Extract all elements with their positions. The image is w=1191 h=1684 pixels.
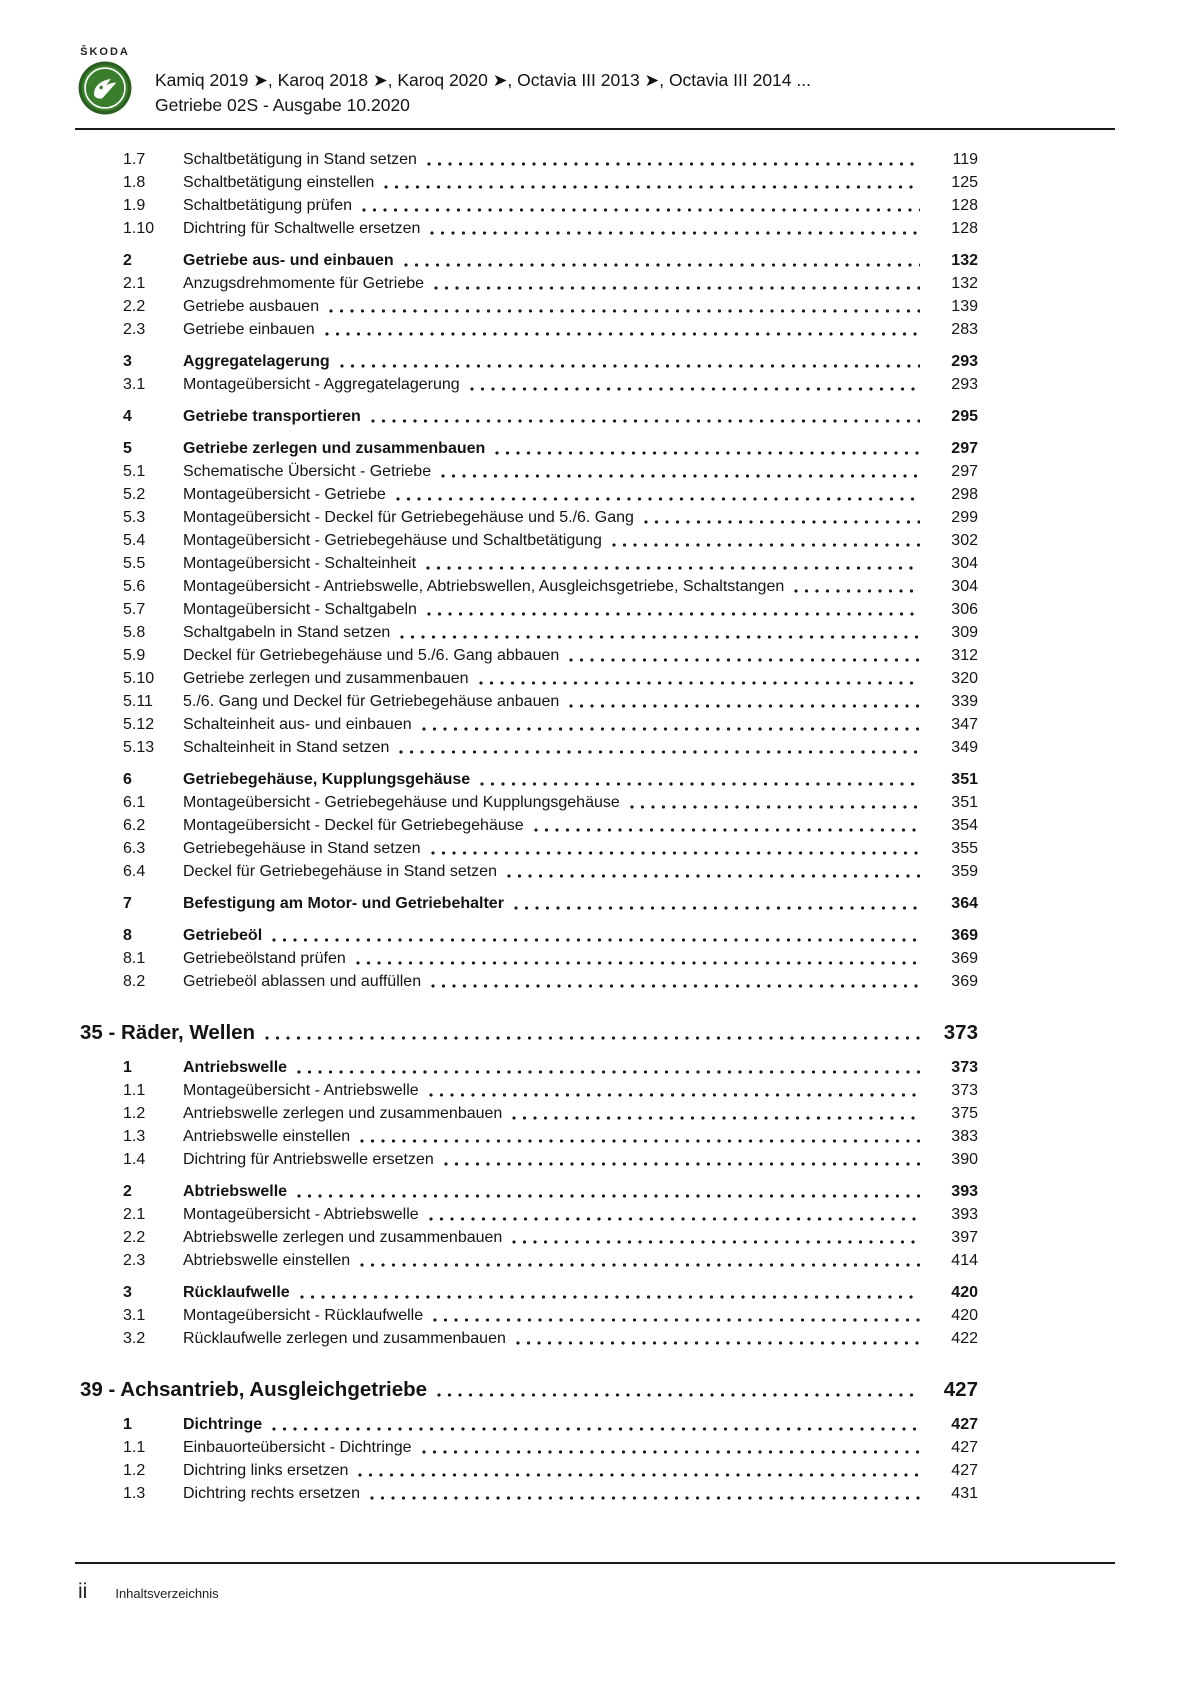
dot-leader bbox=[263, 1019, 922, 1046]
toc-entry-number: 1.1 bbox=[123, 1439, 146, 1456]
toc-entry-number: 5.11 bbox=[123, 693, 153, 710]
toc-entry-title: Montageübersicht - Antriebswelle, Abtriebswellen, Ausgleichsgetriebe, Schaltstangen bbox=[183, 578, 785, 595]
toc-entry-number: 1.4 bbox=[123, 1151, 146, 1168]
skoda-logo-icon bbox=[78, 61, 132, 115]
toc-entry-row bbox=[80, 1079, 978, 1102]
toc-entry-number: 7 bbox=[123, 895, 132, 912]
toc-entry-number: 6 bbox=[123, 771, 132, 788]
dot-leader bbox=[360, 194, 922, 217]
toc-section-row bbox=[80, 405, 978, 428]
toc-entry-number: 5.9 bbox=[123, 647, 146, 664]
toc-entry-row bbox=[80, 373, 978, 396]
toc-entry-row bbox=[80, 860, 978, 883]
toc-entry-number: 5.2 bbox=[123, 486, 146, 503]
toc-entry-number: 2 bbox=[123, 252, 132, 269]
toc-entry-page: 132 bbox=[951, 275, 978, 292]
toc-entry-number: 5.3 bbox=[123, 509, 146, 526]
dot-leader bbox=[468, 373, 922, 396]
toc-entry-title: Dichtring für Schaltwelle ersetzen bbox=[183, 220, 421, 237]
toc-entry-row bbox=[80, 1148, 978, 1171]
toc-chapter-row bbox=[80, 1376, 978, 1403]
toc-entry-title: Schalteinheit in Stand setzen bbox=[183, 739, 390, 756]
toc-entry-page: 427 bbox=[943, 1378, 978, 1401]
toc-entry-number: 5.6 bbox=[123, 578, 146, 595]
toc-entry-number: 8 bbox=[123, 927, 132, 944]
dot-leader bbox=[295, 1180, 922, 1203]
toc-entry-row bbox=[80, 947, 978, 970]
toc-entry-number: 1 bbox=[123, 1059, 132, 1076]
toc-chapter-row bbox=[80, 1019, 978, 1046]
toc-entry-row bbox=[80, 272, 978, 295]
toc-entry-row bbox=[80, 791, 978, 814]
toc-section-row bbox=[80, 768, 978, 791]
toc-entry-title: 39 - Achsantrieb, Ausgleichgetriebe bbox=[80, 1378, 428, 1401]
toc-entry-row bbox=[80, 194, 978, 217]
toc-entry-number: 6.1 bbox=[123, 794, 146, 811]
toc-entry-title: Getriebegehäuse, Kupplungsgehäuse bbox=[183, 771, 471, 788]
header-divider bbox=[75, 128, 1115, 130]
toc-entry-page: 283 bbox=[951, 321, 978, 338]
dot-leader bbox=[295, 1056, 922, 1079]
toc-entry-title: Dichtringe bbox=[183, 1416, 263, 1433]
dot-leader bbox=[512, 892, 922, 915]
dot-leader bbox=[338, 350, 922, 373]
toc-entry-page: 304 bbox=[951, 555, 978, 572]
toc-entry-row bbox=[80, 667, 978, 690]
toc-entry-page: 359 bbox=[951, 863, 978, 880]
toc-entry-title: 35 - Räder, Wellen bbox=[80, 1021, 256, 1044]
toc-entry-page: 128 bbox=[951, 197, 978, 214]
toc-section-row bbox=[80, 924, 978, 947]
toc-entry-row bbox=[80, 1304, 978, 1327]
toc-entry-row bbox=[80, 318, 978, 341]
toc-entry-title: Getriebe einbauen bbox=[183, 321, 315, 338]
toc-section-row bbox=[80, 892, 978, 915]
toc-entry-page: 427 bbox=[951, 1439, 978, 1456]
dot-leader bbox=[567, 644, 922, 667]
dot-leader bbox=[382, 171, 922, 194]
toc-entry-row bbox=[80, 148, 978, 171]
toc-entry-row bbox=[80, 1327, 978, 1350]
dot-leader bbox=[429, 970, 922, 993]
toc-entry-title: Montageübersicht - Deckel für Getriebegehäuse bbox=[183, 817, 524, 834]
toc-entry-page: 369 bbox=[951, 927, 978, 944]
toc-entry-row bbox=[80, 1249, 978, 1272]
toc-entry-page: 390 bbox=[951, 1151, 978, 1168]
toc-entry-number: 2.2 bbox=[123, 298, 146, 315]
toc-entry-number: 1.3 bbox=[123, 1128, 146, 1145]
dot-leader bbox=[642, 506, 922, 529]
toc-entry-page: 351 bbox=[951, 771, 978, 788]
toc-entry-row bbox=[80, 217, 978, 240]
toc-entry-title: Getriebe zerlegen und zusammenbauen bbox=[183, 440, 486, 457]
toc-entry-title: Aggregatelagerung bbox=[183, 353, 330, 370]
toc-entry-number: 2.3 bbox=[123, 321, 146, 338]
toc-entry-page: 298 bbox=[951, 486, 978, 503]
toc-entry-page: 302 bbox=[951, 532, 978, 549]
toc-entry-title: Montageübersicht - Schaltgabeln bbox=[183, 601, 417, 618]
toc-entry-number: 3 bbox=[123, 1284, 132, 1301]
toc-entry-title: Anzugsdrehmomente für Getriebe bbox=[183, 275, 425, 292]
toc-entry-number: 1.1 bbox=[123, 1082, 146, 1099]
toc-entry-page: 297 bbox=[951, 463, 978, 480]
toc-entry-title: Dichtring rechts ersetzen bbox=[183, 1485, 360, 1502]
toc-entry-title: Deckel für Getriebegehäuse in Stand setzen bbox=[183, 863, 497, 880]
toc-entry-title: Schaltgabeln in Stand setzen bbox=[183, 624, 391, 641]
dot-leader bbox=[397, 736, 922, 759]
toc-entry-page: 420 bbox=[951, 1307, 978, 1324]
toc-entry-row bbox=[80, 460, 978, 483]
page-header bbox=[75, 46, 1115, 118]
toc-entry-page: 304 bbox=[951, 578, 978, 595]
toc-entry-number: 3 bbox=[123, 353, 132, 370]
toc-entry-number: 5.4 bbox=[123, 532, 146, 549]
toc-entry-row bbox=[80, 970, 978, 993]
toc-entry-title: Getriebe zerlegen und zusammenbauen bbox=[183, 670, 469, 687]
dot-leader bbox=[567, 690, 922, 713]
dot-leader bbox=[369, 405, 922, 428]
toc-entry-page: 320 bbox=[951, 670, 978, 687]
dot-leader bbox=[368, 1482, 922, 1505]
toc-entry-number: 8.2 bbox=[123, 973, 146, 990]
toc-section-row bbox=[80, 437, 978, 460]
toc-entry-row bbox=[80, 1459, 978, 1482]
toc-entry-page: 312 bbox=[951, 647, 978, 664]
dot-leader bbox=[427, 1079, 922, 1102]
toc-entry-row bbox=[80, 736, 978, 759]
dot-leader bbox=[358, 1125, 922, 1148]
toc-section-row bbox=[80, 1180, 978, 1203]
toc-entry-number: 5.5 bbox=[123, 555, 146, 572]
toc-entry-page: 128 bbox=[951, 220, 978, 237]
dot-leader bbox=[425, 148, 922, 171]
toc-entry-title: Montageübersicht - Getriebegehäuse und Schaltbetätigung bbox=[183, 532, 602, 549]
footer-page-number: ii bbox=[78, 1580, 88, 1603]
dot-leader bbox=[478, 768, 922, 791]
toc-entry-title: Schaltbetätigung einstellen bbox=[183, 174, 375, 191]
toc-entry-title: Einbauorteübersicht - Dichtringe bbox=[183, 1439, 412, 1456]
page-footer bbox=[75, 1562, 1115, 1604]
toc-entry-page: 420 bbox=[951, 1284, 978, 1301]
toc-entry-page: 351 bbox=[951, 794, 978, 811]
toc-entry-title: Getriebeöl ablassen und auffüllen bbox=[183, 973, 422, 990]
toc-entry-row bbox=[80, 552, 978, 575]
footer-row bbox=[75, 1580, 1115, 1604]
toc-entry-page: 295 bbox=[951, 408, 978, 425]
toc-entry-page: 132 bbox=[951, 252, 978, 269]
toc-entry-page: 349 bbox=[951, 739, 978, 756]
dot-leader bbox=[354, 947, 922, 970]
toc-entry-number: 6.3 bbox=[123, 840, 146, 857]
toc-entry-number: 2.2 bbox=[123, 1229, 146, 1246]
toc-entry-row bbox=[80, 1203, 978, 1226]
toc-entry-number: 1.2 bbox=[123, 1105, 146, 1122]
toc-entry-number: 1.9 bbox=[123, 197, 146, 214]
toc-entry-page: 293 bbox=[951, 376, 978, 393]
toc-entry-title: Getriebe aus- und einbauen bbox=[183, 252, 394, 269]
toc-entry-number: 6.2 bbox=[123, 817, 146, 834]
dot-leader bbox=[510, 1102, 922, 1125]
toc-entry-row bbox=[80, 483, 978, 506]
dot-leader bbox=[532, 814, 922, 837]
dot-leader bbox=[427, 1203, 922, 1226]
toc-entry-page: 373 bbox=[943, 1021, 978, 1044]
toc-entry-page: 427 bbox=[951, 1416, 978, 1433]
toc-entry-number: 3.1 bbox=[123, 1307, 146, 1324]
dot-leader bbox=[514, 1327, 922, 1350]
dot-leader bbox=[402, 249, 922, 272]
toc-section-row bbox=[80, 350, 978, 373]
toc-entry-title: Schaltbetätigung prüfen bbox=[183, 197, 353, 214]
toc-section-row bbox=[80, 1056, 978, 1079]
toc-entry-number: 5 bbox=[123, 440, 132, 457]
toc-entry-page: 309 bbox=[951, 624, 978, 641]
toc-entry-row bbox=[80, 295, 978, 318]
footer-label: Inhaltsverzeichnis bbox=[115, 1586, 219, 1601]
toc-entry-page: 373 bbox=[951, 1059, 978, 1076]
toc-entry-page: 373 bbox=[951, 1082, 978, 1099]
dot-leader bbox=[428, 217, 922, 240]
dot-leader bbox=[505, 860, 922, 883]
toc-entry-title: Dichtring links ersetzen bbox=[183, 1462, 349, 1479]
toc-entry-number: 1.3 bbox=[123, 1485, 146, 1502]
toc-entry-title: Schematische Übersicht - Getriebe bbox=[183, 463, 432, 480]
header-models-line: Kamiq 2019 ➤, Karoq 2018 ➤, Karoq 2020 ➤, Octavia III 2013 ➤, Octavia III 2014 ... bbox=[155, 70, 811, 90]
toc-entry-title: Abtriebswelle bbox=[183, 1183, 288, 1200]
toc-entry-page: 299 bbox=[951, 509, 978, 526]
toc-entry-number: 5.7 bbox=[123, 601, 146, 618]
header-edition-line: Getriebe 02S - Ausgabe 10.2020 bbox=[155, 95, 410, 115]
toc-entry-page: 393 bbox=[951, 1183, 978, 1200]
toc-entry-title: Montageübersicht - Aggregatelagerung bbox=[183, 376, 460, 393]
toc-entry-number: 1.10 bbox=[123, 220, 155, 237]
footer-divider bbox=[75, 1562, 1115, 1564]
toc-entry-page: 364 bbox=[951, 895, 978, 912]
toc-entry-number: 5.12 bbox=[123, 716, 155, 733]
toc-entry-number: 2.1 bbox=[123, 275, 146, 292]
dot-leader bbox=[356, 1459, 922, 1482]
toc-entry-number: 2.3 bbox=[123, 1252, 146, 1269]
dot-leader bbox=[270, 1413, 922, 1436]
toc-entry-number: 2.1 bbox=[123, 1206, 146, 1223]
toc-entry-title: Abtriebswelle zerlegen und zusammenbauen bbox=[183, 1229, 503, 1246]
dot-leader bbox=[298, 1281, 922, 1304]
toc-entry-title: Getriebeöl bbox=[183, 927, 263, 944]
toc-entry-row bbox=[80, 1102, 978, 1125]
toc-entry-number: 5.10 bbox=[123, 670, 155, 687]
toc-section-row bbox=[80, 1413, 978, 1436]
toc-entry-row bbox=[80, 621, 978, 644]
toc-entry-number: 4 bbox=[123, 408, 132, 425]
table-of-contents bbox=[80, 148, 978, 1505]
toc-entry-number: 5.13 bbox=[123, 739, 155, 756]
toc-entry-row bbox=[80, 644, 978, 667]
toc-entry-title: Getriebegehäuse in Stand setzen bbox=[183, 840, 421, 857]
dot-leader bbox=[610, 529, 922, 552]
toc-entry-title: Getriebe transportieren bbox=[183, 408, 361, 425]
toc-entry-page: 422 bbox=[951, 1330, 978, 1347]
dot-leader bbox=[792, 575, 922, 598]
dot-leader bbox=[493, 437, 922, 460]
toc-entry-number: 5.8 bbox=[123, 624, 146, 641]
toc-entry-page: 414 bbox=[951, 1252, 978, 1269]
toc-entry-page: 347 bbox=[951, 716, 978, 733]
dot-leader bbox=[628, 791, 922, 814]
toc-entry-number: 1.7 bbox=[123, 151, 146, 168]
toc-entry-title: Antriebswelle bbox=[183, 1059, 288, 1076]
toc-entry-number: 2 bbox=[123, 1183, 132, 1200]
dot-leader bbox=[420, 1436, 922, 1459]
skoda-wordmark: ŠKODA bbox=[80, 46, 130, 58]
toc-entry-title: Rücklaufwelle zerlegen und zusammenbauen bbox=[183, 1330, 506, 1347]
dot-leader bbox=[323, 318, 922, 341]
toc-entry-title: Antriebswelle einstellen bbox=[183, 1128, 351, 1145]
toc-entry-title: Deckel für Getriebegehäuse und 5./6. Gang abbauen bbox=[183, 647, 560, 664]
toc-entry-row bbox=[80, 1125, 978, 1148]
dot-leader bbox=[429, 837, 923, 860]
toc-entry-number: 1.8 bbox=[123, 174, 146, 191]
toc-entry-row bbox=[80, 837, 978, 860]
toc-entry-page: 354 bbox=[951, 817, 978, 834]
toc-entry-page: 427 bbox=[951, 1462, 978, 1479]
toc-entry-number: 3.1 bbox=[123, 376, 146, 393]
toc-entry-title: Montageübersicht - Schalteinheit bbox=[183, 555, 417, 572]
toc-entry-number: 6.4 bbox=[123, 863, 146, 880]
dot-leader bbox=[435, 1376, 922, 1403]
dot-leader bbox=[477, 667, 922, 690]
dot-leader bbox=[431, 1304, 922, 1327]
toc-entry-row bbox=[80, 814, 978, 837]
dot-leader bbox=[425, 598, 922, 621]
toc-entry-page: 383 bbox=[951, 1128, 978, 1145]
toc-entry-title: Rücklaufwelle bbox=[183, 1284, 290, 1301]
toc-entry-title: Montageübersicht - Getriebegehäuse und Kupplungsgehäuse bbox=[183, 794, 620, 811]
dot-leader bbox=[394, 483, 922, 506]
toc-entry-page: 369 bbox=[951, 973, 978, 990]
toc-entry-page: 119 bbox=[952, 151, 978, 168]
toc-entry-title: Montageübersicht - Deckel für Getriebegehäuse und 5./6. Gang bbox=[183, 509, 634, 526]
dot-leader bbox=[420, 713, 922, 736]
toc-entry-row bbox=[80, 1482, 978, 1505]
dot-leader bbox=[358, 1249, 922, 1272]
toc-section-row bbox=[80, 1281, 978, 1304]
toc-entry-page: 393 bbox=[951, 1206, 978, 1223]
toc-entry-title: Montageübersicht - Abtriebswelle bbox=[183, 1206, 419, 1223]
toc-entry-row bbox=[80, 575, 978, 598]
toc-entry-row bbox=[80, 713, 978, 736]
toc-entry-page: 306 bbox=[951, 601, 978, 618]
toc-entry-title: Getriebeölstand prüfen bbox=[183, 950, 346, 967]
header-text bbox=[155, 46, 811, 118]
toc-entry-page: 297 bbox=[951, 440, 978, 457]
toc-entry-title: Befestigung am Motor- und Getriebehalter bbox=[183, 895, 504, 912]
toc-entry-row bbox=[80, 171, 978, 194]
toc-entry-number: 8.1 bbox=[123, 950, 146, 967]
toc-entry-number: 1.2 bbox=[123, 1462, 146, 1479]
toc-entry-page: 369 bbox=[951, 950, 978, 967]
toc-entry-row bbox=[80, 1436, 978, 1459]
dot-leader bbox=[424, 552, 922, 575]
dot-leader bbox=[510, 1226, 922, 1249]
toc-section-row bbox=[80, 249, 978, 272]
toc-entry-title: Schalteinheit aus- und einbauen bbox=[183, 716, 412, 733]
toc-entry-number: 3.2 bbox=[123, 1330, 146, 1347]
toc-entry-page: 431 bbox=[951, 1485, 978, 1502]
toc-entry-page: 293 bbox=[951, 353, 978, 370]
dot-leader bbox=[398, 621, 922, 644]
toc-entry-number: 1 bbox=[123, 1416, 132, 1433]
toc-entry-page: 339 bbox=[951, 693, 978, 710]
dot-leader bbox=[270, 924, 922, 947]
toc-entry-title: Schaltbetätigung in Stand setzen bbox=[183, 151, 417, 168]
toc-entry-title: Abtriebswelle einstellen bbox=[183, 1252, 351, 1269]
toc-entry-row bbox=[80, 506, 978, 529]
toc-entry-page: 139 bbox=[951, 298, 978, 315]
dot-leader bbox=[432, 272, 922, 295]
toc-entry-page: 125 bbox=[951, 174, 978, 191]
toc-entry-row bbox=[80, 529, 978, 552]
toc-entry-row bbox=[80, 690, 978, 713]
dot-leader bbox=[327, 295, 922, 318]
toc-entry-title: Antriebswelle zerlegen und zusammenbauen bbox=[183, 1105, 503, 1122]
toc-entry-title: Montageübersicht - Rücklaufwelle bbox=[183, 1307, 424, 1324]
toc-entry-page: 375 bbox=[951, 1105, 978, 1122]
toc-entry-title: Dichtring für Antriebswelle ersetzen bbox=[183, 1151, 434, 1168]
toc-entry-page: 355 bbox=[951, 840, 978, 857]
toc-entry-row bbox=[80, 1226, 978, 1249]
toc-entry-row bbox=[80, 598, 978, 621]
toc-entry-title: 5./6. Gang und Deckel für Getriebegehäuse anbauen bbox=[183, 693, 560, 710]
toc-entry-title: Montageübersicht - Antriebswelle bbox=[183, 1082, 419, 1099]
toc-entry-number: 5.1 bbox=[123, 463, 146, 480]
toc-entry-title: Montageübersicht - Getriebe bbox=[183, 486, 386, 503]
dot-leader bbox=[442, 1148, 922, 1171]
toc-entry-title: Getriebe ausbauen bbox=[183, 298, 320, 315]
toc-entry-page: 397 bbox=[951, 1229, 978, 1246]
skoda-logo bbox=[75, 46, 135, 115]
dot-leader bbox=[439, 460, 922, 483]
